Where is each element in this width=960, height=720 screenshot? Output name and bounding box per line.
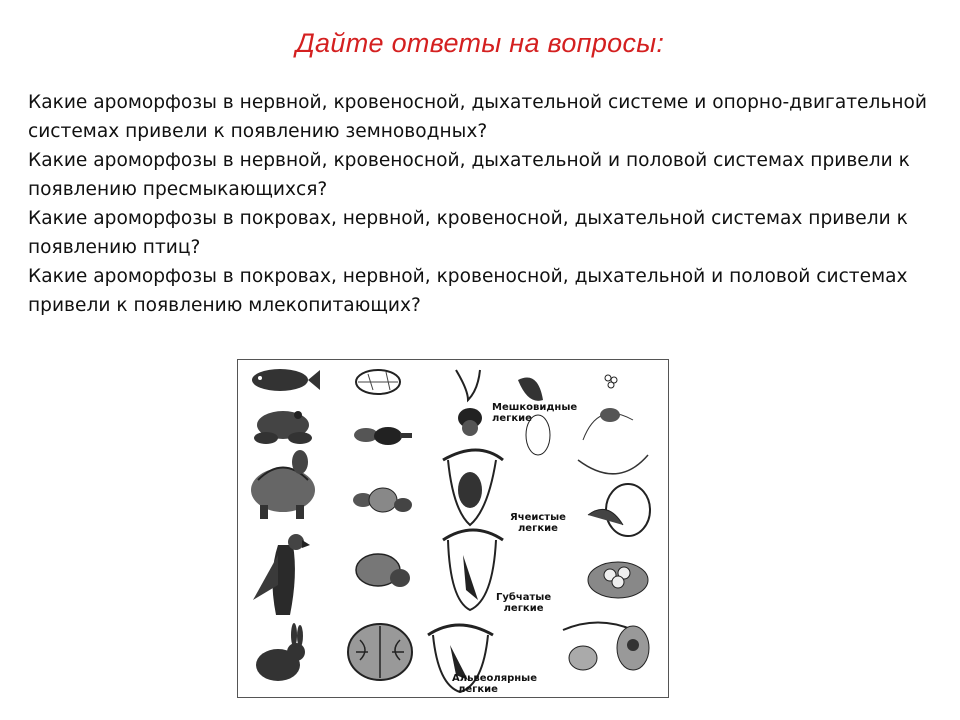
slide-title: Дайте ответы на вопросы: bbox=[295, 28, 665, 58]
cellular-lungs-label bbox=[510, 512, 566, 534]
evolution-figure bbox=[237, 359, 669, 698]
spongy-lungs-label-line-2: легкие bbox=[503, 603, 544, 614]
question-birds: Какие ароморфозы в покровах, нервной, кровеносной, дыхательной системах привели к появлению птиц? bbox=[28, 208, 908, 258]
eggs-image bbox=[518, 375, 617, 401]
alveolar-lungs-label-line-1: Альвеолярные bbox=[452, 673, 538, 684]
cellular-lungs-label-line-1: Ячеистые bbox=[510, 512, 566, 523]
fish-image bbox=[252, 369, 320, 391]
sac-lungs-label-line-1: Мешковидные bbox=[492, 402, 578, 413]
fish-heart-image bbox=[456, 370, 482, 436]
reptile-brain-image bbox=[353, 488, 412, 512]
question-amphibians: Какие ароморфозы в нервной, кровеносной, дыхательной системе и опорно-двигательной системах привели к появлению земноводных? bbox=[28, 92, 927, 142]
bird-nest-image bbox=[588, 562, 648, 598]
sac-lungs-label-line-2: легкие bbox=[492, 413, 532, 424]
spongy-lungs-label-line-1: Губчатые bbox=[496, 592, 552, 603]
amphibian-heart-image bbox=[443, 450, 503, 525]
alveolar-lungs-label-line-2: легкие bbox=[458, 684, 498, 695]
sac-lungs-label bbox=[492, 402, 577, 424]
question-reptiles: Какие ароморфозы в нервной, кровеносной, дыхательной и половой системах привели к появлению пресмыкающихся? bbox=[28, 150, 910, 200]
uterus-image bbox=[563, 623, 649, 671]
turtle-image bbox=[251, 450, 315, 519]
spongy-lungs-label bbox=[496, 592, 551, 614]
frog-brain-image bbox=[354, 427, 412, 445]
rabbit-image bbox=[256, 623, 305, 681]
questions-block bbox=[28, 88, 938, 320]
cellular-lungs-label-line-2: легкие bbox=[517, 523, 558, 534]
frog-image bbox=[254, 411, 312, 444]
eagle-image bbox=[253, 534, 310, 615]
mammal-brain-image bbox=[348, 624, 412, 680]
figure-drawings bbox=[238, 360, 668, 697]
reptile-heart-image bbox=[443, 530, 503, 610]
alveolar-lungs-label bbox=[452, 673, 537, 695]
question-mammals: Какие ароморфозы в покровах, нервной, кровеносной, дыхательной и половой системах привели к появлению млекопитающих? bbox=[28, 266, 908, 316]
fish-brain-image bbox=[356, 370, 400, 394]
bird-brain-image bbox=[356, 554, 410, 587]
reptile-egg-image bbox=[588, 484, 650, 536]
